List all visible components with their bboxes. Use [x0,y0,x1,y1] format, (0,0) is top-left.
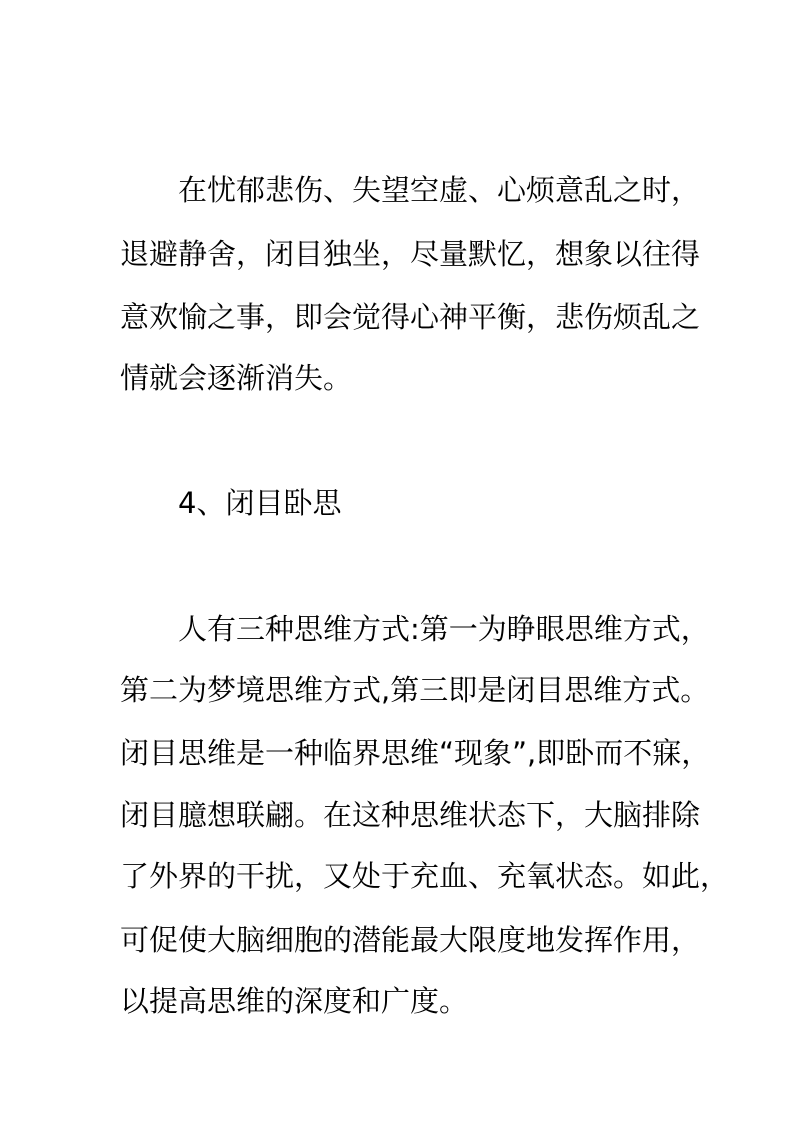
paragraph-line: 第二为梦境思维方式,第三即是闭目思维方式。 [120,673,710,707]
section-heading: 4、闭目卧思 [178,486,342,520]
paragraph-line: 人有三种思维方式:第一为睁眼思维方式， [178,612,710,646]
paragraph-line: 闭目思维是一种临界思维“现象”,即卧而不寐， [120,736,711,770]
paragraph-line: 了外界的干扰，又处于充血、充氧状态。如此， [120,859,730,893]
paragraph-line: 退避静舍，闭目独坐，尽量默忆，想象以往得 [120,237,701,271]
paragraph-line: 在忧郁悲伤、失望空虚、心烦意乱之时， [178,173,701,207]
paragraph-line: 可促使大脑细胞的潜能最大限度地发挥作用， [120,923,701,957]
paragraph-line: 情就会逐渐消失。 [120,361,353,395]
paragraph-line: 闭目臆想联翩。在这种思维状态下，大脑排除 [120,798,701,832]
paragraph-line: 以提高思维的深度和广度。 [120,984,469,1018]
paragraph-line: 意欢愉之事，即会觉得心神平衡，悲伤烦乱之 [120,300,701,334]
